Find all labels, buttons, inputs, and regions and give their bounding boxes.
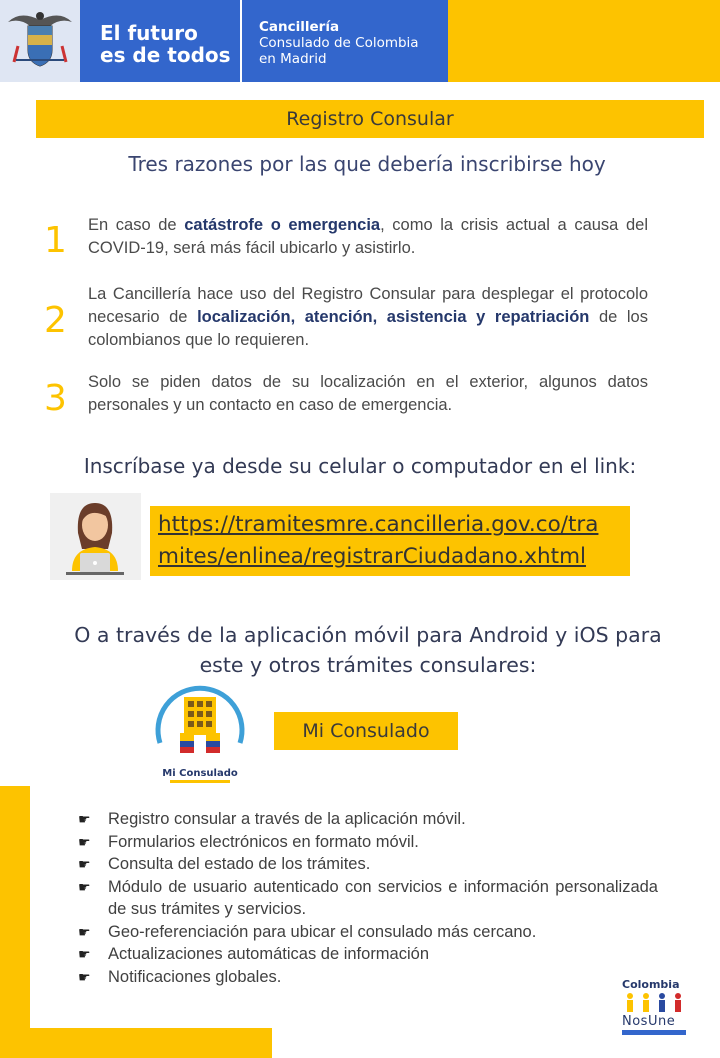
app-name-box	[274, 712, 458, 750]
pointing-hand-icon: ☛	[78, 833, 91, 850]
bottom-accent-bar	[0, 1028, 272, 1058]
office-line3: en Madrid	[259, 51, 327, 67]
person-laptop-icon	[50, 493, 141, 580]
app-heading	[0, 620, 720, 680]
nos-une-underline	[622, 1030, 686, 1035]
slogan-line2: es de todos	[100, 43, 231, 67]
list-item: ☛ Consulta del estado de los trámites.	[78, 853, 658, 876]
colombia-nos-une-subtitle: NosUne	[622, 1014, 676, 1029]
pointing-hand-icon: ☛	[78, 811, 91, 827]
features-list	[78, 808, 658, 988]
pointing-hand-icon: ☛	[78, 923, 91, 940]
people-figures-icon	[622, 992, 686, 1014]
header-accent-block	[448, 0, 720, 82]
pointing-hand-icon: ☛	[78, 946, 91, 962]
list-item: ☛ Módulo de usuario autenticado con servicios e información personalizada de sus trámites y servicios.	[78, 877, 658, 918]
header-crest-panel	[0, 0, 80, 82]
app-logo-label: Mi Consulado	[162, 768, 238, 779]
title-bar	[36, 100, 704, 138]
left-accent-strip	[0, 786, 30, 1058]
list-item: ☛ Formularios electrónicos en formato móvil.	[78, 831, 658, 854]
pointing-hand-icon: ☛	[78, 856, 91, 872]
mi-consulado-logo	[150, 683, 250, 787]
link-heading: Inscríbase ya desde su celular o computador en el link:	[83, 454, 637, 478]
reason-number-1: 1	[44, 220, 67, 261]
pointing-hand-icon: ☛	[78, 878, 91, 895]
colombia-nos-une-title: Colombia	[622, 978, 680, 991]
slogan-line1: El futuro	[100, 21, 198, 45]
office-line2: Consulado de Colombia	[259, 35, 419, 51]
colombia-crest-icon	[0, 0, 80, 82]
app-name: Mi Consulado	[302, 720, 430, 742]
app-heading-line1: O a través de la aplicación móvil para Android y iOS para	[74, 623, 662, 647]
list-item: ☛ Geo-referenciación para ubicar el consulado más cercano.	[78, 921, 658, 944]
link-line1[interactable]: https://tramitesmre.cancilleria.gov.co/tra	[158, 512, 599, 537]
consulate-building-icon	[150, 683, 250, 787]
office-line1: Cancillería	[259, 19, 340, 35]
reason-number-2: 2	[44, 300, 67, 341]
registration-link[interactable]	[158, 509, 628, 573]
list-item: ☛ Registro consular a través de la aplicación móvil.	[78, 808, 658, 831]
list-item: ☛ Notificaciones globales.	[78, 966, 658, 989]
reason-text-1: En caso de catástrofe o emergencia, como la crisis actual a causa del COVID-19, será más fácil ubicarlo y asistirlo.	[88, 216, 648, 257]
link-line2[interactable]: mites/enlinea/registrarCiudadano.xhtml	[158, 544, 586, 569]
app-heading-line2: este y otros trámites consulares:	[199, 653, 537, 677]
reason-number-3: 3	[44, 378, 67, 419]
reason-text-2: La Cancillería hace uso del Registro Consular para desplegar el protocolo necesario de localización, atención, asistencia y repatriación de los colombianos que lo requieren.	[88, 285, 648, 349]
person-illustration	[50, 493, 141, 580]
reason-text-3: Solo se piden datos de su localización en el exterior, algunos datos personales y un contacto en caso de emergencia.	[88, 373, 648, 414]
subtitle: Tres razones por las que debería inscribirse hoy	[128, 152, 606, 176]
page-title: Registro Consular	[286, 108, 454, 130]
pointing-hand-icon: ☛	[78, 968, 91, 985]
list-item: ☛ Actualizaciones automáticas de información	[78, 943, 658, 966]
